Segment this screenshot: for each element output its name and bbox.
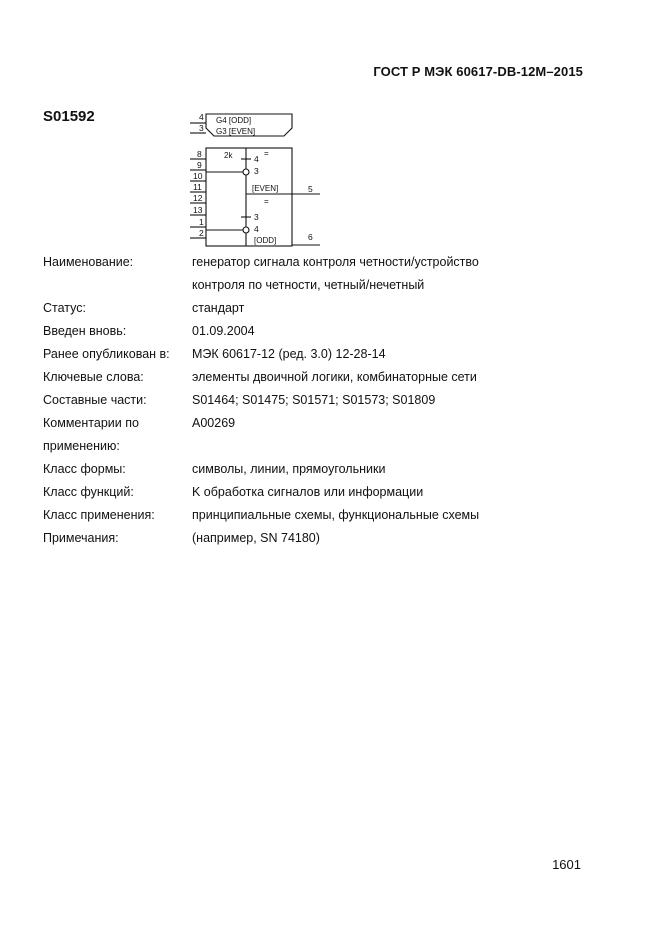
table-row <box>43 320 583 343</box>
field-value: S01464; S01475; S01571; S01573; S01809 <box>192 393 436 407</box>
table-row <box>43 435 583 458</box>
pin-3: 3 <box>199 123 204 133</box>
field-label: Комментарии по <box>43 416 139 430</box>
odd-output-label: [ODD] <box>254 236 277 245</box>
field-label: Примечания: <box>43 531 119 545</box>
attribute-table <box>43 251 583 550</box>
field-value: МЭК 60617-12 (ред. 3.0) 12-28-14 <box>192 347 386 361</box>
field-label: Ключевые слова: <box>43 370 144 384</box>
control-label-even: G3 [EVEN] <box>216 127 256 136</box>
standard-header: ГОСТ Р МЭК 60617-DB-12М–2015 <box>373 64 583 79</box>
field-value: K обработка сигналов или информации <box>192 485 424 499</box>
page-number: 1601 <box>552 857 581 872</box>
table-row <box>43 366 583 389</box>
pin-5: 5 <box>308 184 313 194</box>
lower-dependency-4: 4 <box>254 224 259 234</box>
symbol-code: S01592 <box>43 108 95 125</box>
pin-9: 9 <box>197 160 202 170</box>
field-value: элементы двоичной логики, комбинаторные сети <box>192 370 477 384</box>
field-label: Статус: <box>43 301 86 315</box>
pin-2: 2 <box>199 228 204 238</box>
field-label: Ранее опубликован в: <box>43 347 170 361</box>
table-row <box>43 458 583 481</box>
upper-dependency-3: 3 <box>254 166 259 176</box>
pin-12: 12 <box>193 193 203 203</box>
upper-dependency-4: 4 <box>254 154 259 164</box>
field-value: A00269 <box>192 416 236 430</box>
table-row <box>43 297 583 320</box>
lower-equal: = <box>264 197 269 206</box>
pin-10: 10 <box>193 171 203 181</box>
field-value: (например, SN 74180) <box>192 531 320 545</box>
qualifier-2k: 2k <box>224 151 233 160</box>
table-row <box>43 389 583 412</box>
table-row <box>43 274 583 297</box>
field-value: контроля по четности, четный/нечетный <box>192 278 425 292</box>
even-output-label: [EVEN] <box>252 184 279 193</box>
table-row <box>43 504 583 527</box>
parity-generator-symbol <box>190 110 330 250</box>
lower-dependency-3: 3 <box>254 212 259 222</box>
table-row <box>43 343 583 366</box>
pin-6: 6 <box>308 232 313 242</box>
field-label: Класс формы: <box>43 462 126 476</box>
field-value: генератор сигнала контроля четности/устройство <box>192 255 479 269</box>
field-label: Класс функций: <box>43 485 134 499</box>
table-row <box>43 412 583 435</box>
field-value: символы, линии, прямоугольники <box>192 462 386 476</box>
upper-equal: = <box>264 149 269 158</box>
table-row <box>43 527 583 550</box>
pin-4: 4 <box>199 112 204 122</box>
field-label: Введен вновь: <box>43 324 127 338</box>
table-row <box>43 481 583 504</box>
pin-13: 13 <box>193 205 203 215</box>
field-value: 01.09.2004 <box>192 324 255 338</box>
pin-8: 8 <box>197 149 202 159</box>
table-row <box>43 251 583 274</box>
control-label-odd: G4 [ODD] <box>216 116 252 125</box>
field-label: применению: <box>43 439 120 453</box>
field-value <box>192 435 583 458</box>
field-value: стандарт <box>192 301 245 315</box>
field-label <box>43 274 192 297</box>
pin-1: 1 <box>199 217 204 227</box>
field-label: Класс применения: <box>43 508 155 522</box>
field-value: принципиальные схемы, функциональные схемы <box>192 508 480 522</box>
pin-11: 11 <box>193 182 202 192</box>
field-label: Наименование: <box>43 255 134 269</box>
field-label: Составные части: <box>43 393 147 407</box>
